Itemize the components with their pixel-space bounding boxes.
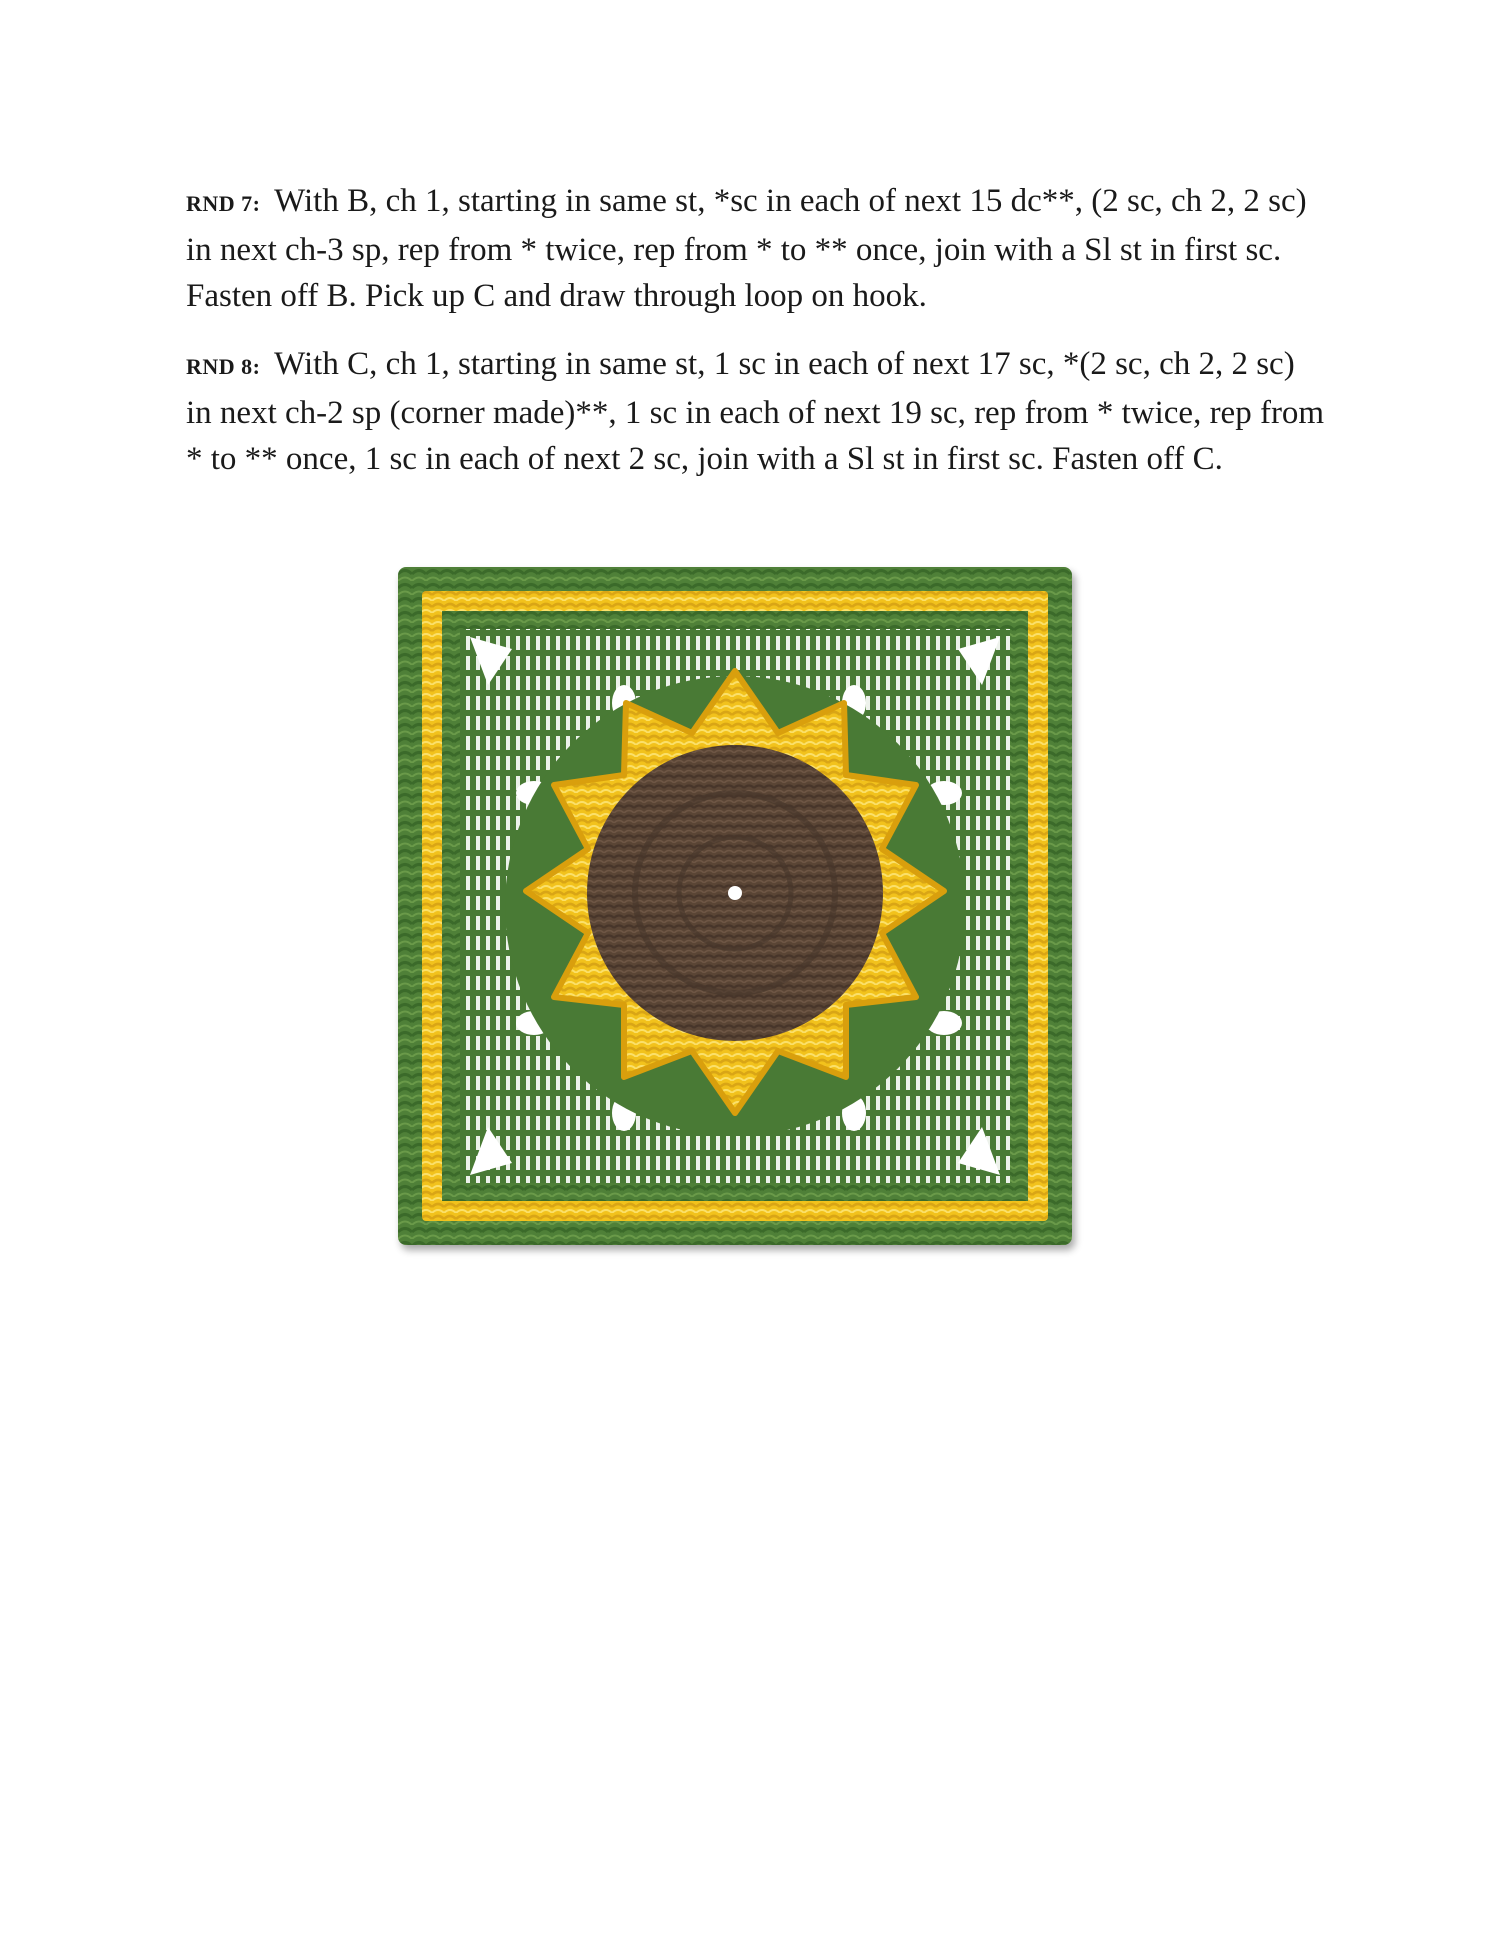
round-8-instruction [186, 341, 1326, 482]
round-7-text: With B, ch 1, starting in same st, *sc in each of next 15 dc**, (2 sc, ch 2, 2 sc) in next ch-3 sp, rep from * twice, rep from * to ** once, join with a Sl st in first sc. Fasten off B. Pick up C and draw through loop on hook. [186, 183, 1307, 314]
round-8-text: With C, ch 1, starting in same st, 1 sc in each of next 17 sc, *(2 sc, ch 2, 2 sc) in next ch-2 sp (corner made)**, 1 sc in each of next 19 sc, rep from * twice, rep from * to ** once, 1 sc in each of next 2 sc, join with a Sl st in first sc. Fasten off C. [186, 346, 1325, 477]
center-hole [728, 886, 742, 900]
round-7-instruction [186, 178, 1326, 319]
round-8-label: RND 8: [186, 354, 261, 379]
crochet-square [398, 567, 1072, 1245]
round-7-label: RND 7: [186, 191, 261, 216]
sunflower-granny-square-photo [384, 553, 1096, 1273]
